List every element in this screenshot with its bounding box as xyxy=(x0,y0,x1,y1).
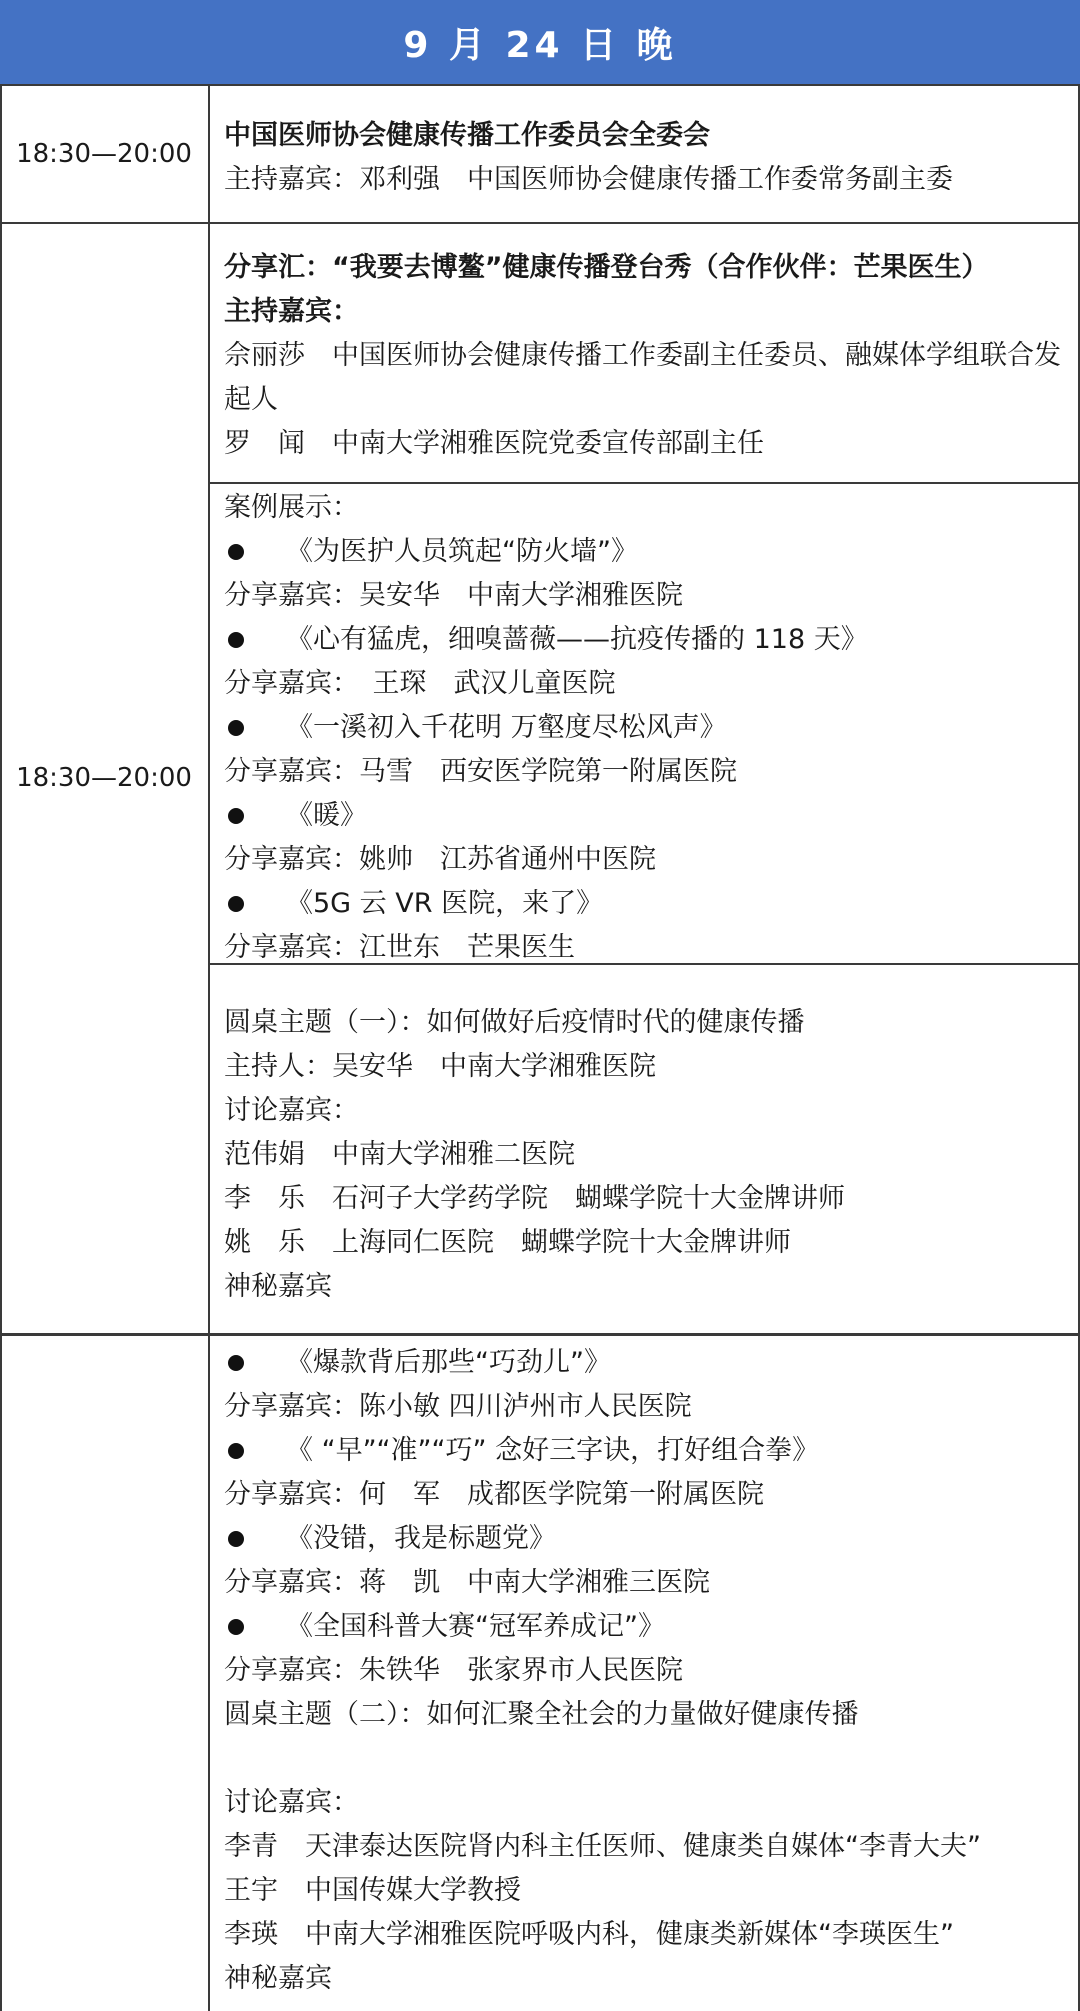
discussion-guest: 范伟娟 中南大学湘雅二医院 xyxy=(224,1139,575,1170)
case-item: 《爆款背后那些“巧劲儿”》 xyxy=(224,1341,1076,1385)
discussion-guest: 李 乐 石河子大学药学院 蝴蝶学院十大金牌讲师 xyxy=(224,1183,845,1214)
bullet-icon xyxy=(228,544,244,560)
row-divider xyxy=(0,1333,1080,1336)
table-border-left xyxy=(0,86,2,2011)
case-item: 《心有猛虎，细嗅蔷薇——抗疫传播的 118 天》 xyxy=(224,618,1076,662)
bullet-icon xyxy=(228,720,244,736)
case-guest: 分享嘉宾：江世东 芒果医生 xyxy=(224,932,575,963)
case-item: 《没错，我是标题党》 xyxy=(224,1517,1076,1561)
discussion-label: 讨论嘉宾： xyxy=(224,1095,359,1126)
spacer xyxy=(224,1737,1076,1781)
host-entry: 罗 闻 中南大学湘雅医院党委宣传部副主任 xyxy=(224,428,764,459)
case-guest: 分享嘉宾：陈小敏 四川泸州市人民医院 xyxy=(224,1391,692,1422)
sharing-title: 分享汇：“我要去博鳌”健康传播登台秀（合作伙伴：芒果医生） xyxy=(224,252,989,283)
bullet-icon xyxy=(228,1355,244,1371)
bullet-icon xyxy=(228,1443,244,1459)
discussion-guest: 王宇 中国传媒大学教授 xyxy=(224,1875,521,1906)
time-slot: 18:30—20:00 xyxy=(16,139,192,169)
bullet-icon xyxy=(228,808,244,824)
roundtable-topic: 圆桌主题（一）：如何做好后疫情时代的健康传播 xyxy=(224,1007,805,1038)
case-showcase xyxy=(224,486,1076,970)
case-item: 《暖》 xyxy=(224,794,1076,838)
discussion-guest: 神秘嘉宾 xyxy=(224,1963,332,1994)
case-label: 案例展示： xyxy=(224,492,359,523)
roundtable-topic: 圆桌主题（二）：如何汇聚全社会的力量做好健康传播 xyxy=(224,1699,859,1730)
discussion-label: 讨论嘉宾： xyxy=(224,1787,359,1818)
time-slot: 18:30—20:00 xyxy=(16,763,192,793)
case-guest: 分享嘉宾：朱铁华 张家界市人民医院 xyxy=(224,1655,683,1686)
discussion-guest: 李青 天津泰达医院肾内科主任医师、健康类自媒体“李青大夫” xyxy=(224,1831,981,1862)
row-divider xyxy=(0,222,1080,224)
column-divider xyxy=(208,86,210,2011)
bullet-icon xyxy=(228,632,244,648)
case-item: 《一溪初入千花明 万壑度尽松风声》 xyxy=(224,706,1076,750)
sub-row-divider xyxy=(208,482,1080,484)
case-guest: 分享嘉宾：吴安华 中南大学湘雅医院 xyxy=(224,580,683,611)
case-guest: 分享嘉宾：蒋 凯 中南大学湘雅三医院 xyxy=(224,1567,710,1598)
case-guest: 分享嘉宾：何 军 成都医学院第一附属医院 xyxy=(224,1479,764,1510)
session-title: 中国医师协会健康传播工作委员会全委会 xyxy=(224,120,710,151)
discussion-guest: 姚 乐 上海同仁医院 蝴蝶学院十大金牌讲师 xyxy=(224,1227,791,1258)
date-header xyxy=(0,0,1080,86)
case-item: 《全国科普大赛“冠军养成记”》 xyxy=(224,1605,1076,1649)
bullet-icon xyxy=(228,1531,244,1547)
roundtable-one xyxy=(224,1001,1076,1309)
bullet-icon xyxy=(228,1619,244,1635)
case-guest: 分享嘉宾：姚帅 江苏省通州中医院 xyxy=(224,844,656,875)
host-label: 主持嘉宾： xyxy=(224,296,359,327)
date-title: 9 月 24 日 晚 xyxy=(403,24,677,66)
bullet-icon xyxy=(228,896,244,912)
session-cases-two xyxy=(224,1341,1076,2001)
roundtable-host: 主持人：吴安华 中南大学湘雅医院 xyxy=(224,1051,656,1082)
case-item: 《5G 云 VR 医院，来了》 xyxy=(224,882,1076,926)
host-entry: 佘丽莎 中国医师协会健康传播工作委副主任委员、融媒体学组联合发起人 xyxy=(224,340,1061,415)
case-item: 《 “早”“准”“巧” 念好三字诀，打好组合拳》 xyxy=(224,1429,1076,1473)
discussion-guest: 李瑛 中南大学湘雅医院呼吸内科，健康类新媒体“李瑛医生” xyxy=(224,1919,954,1950)
case-guest: 分享嘉宾： 王琛 武汉儿童医院 xyxy=(224,668,616,699)
session-committee xyxy=(224,114,1076,202)
discussion-guest: 神秘嘉宾 xyxy=(224,1271,332,1302)
session-sharing xyxy=(224,246,1076,466)
case-guest: 分享嘉宾：马雪 西安医学院第一附属医院 xyxy=(224,756,737,787)
case-item: 《为医护人员筑起“防火墙”》 xyxy=(224,530,1076,574)
session-host: 主持嘉宾：邓利强 中国医师协会健康传播工作委常务副主委 xyxy=(224,164,953,195)
